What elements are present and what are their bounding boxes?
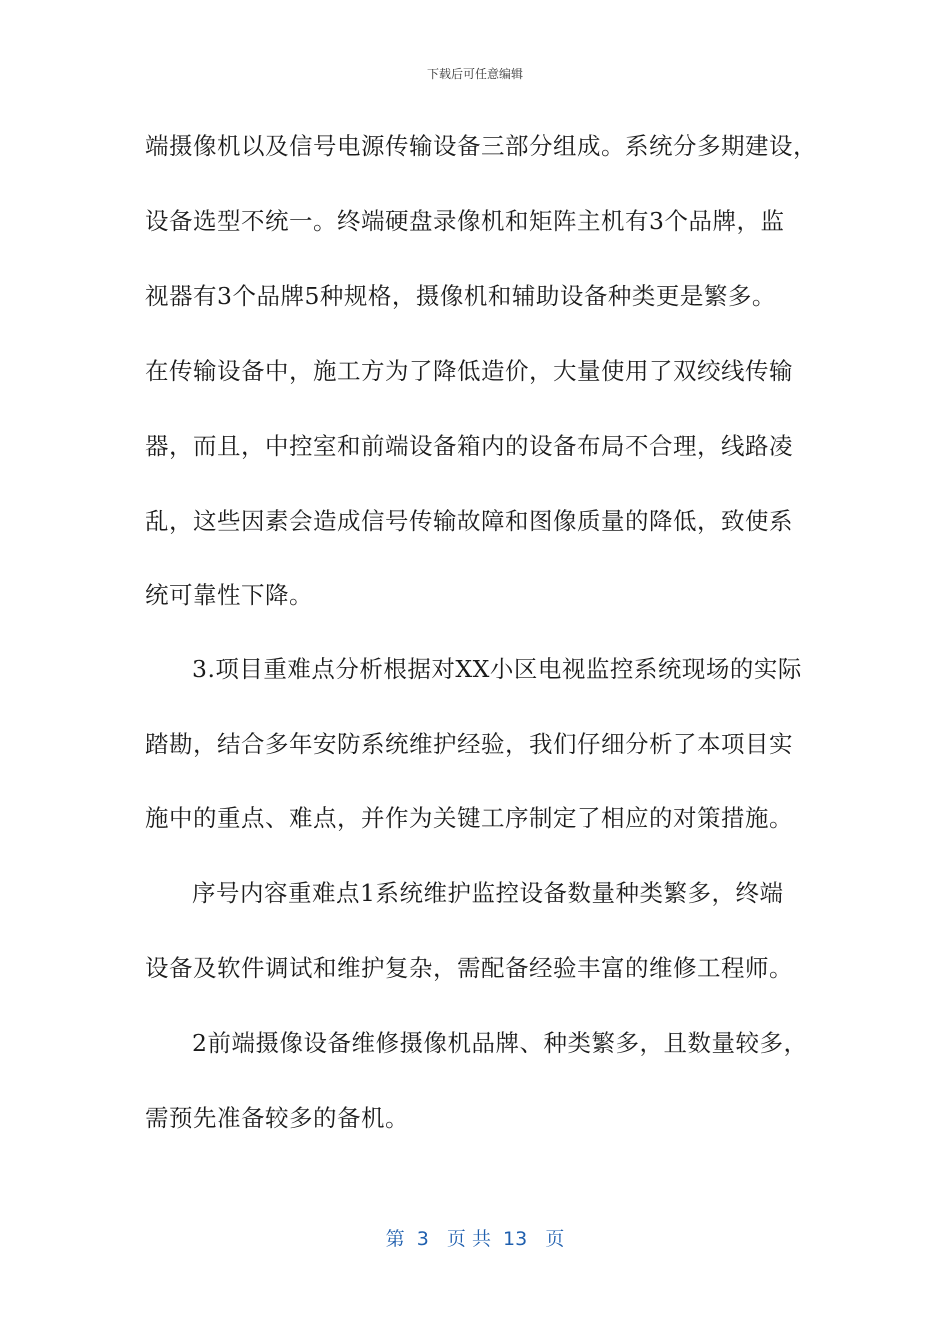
page-number-footer: 第 3 页 共 13 页 [385,1228,565,1250]
text-line: 视器有3个品牌5种规格，摄像机和辅助设备种类更是繁多。 [145,282,776,310]
text-line: 器，而且，中控室和前端设备箱内的设备布局不合理，线路凌 [145,432,793,460]
paragraph-start-line: 序号内容重难点1系统维护监控设备数量种类繁多，终端 [192,879,784,907]
page-header: 下载后可任意编辑 [426,67,523,81]
text-line: 踏勘，结合多年安防系统维护经验，我们仔细分析了本项目实 [145,730,793,758]
paragraph-start-line: 2前端摄像设备维修摄像机品牌、种类繁多，且数量较多， [192,1029,808,1057]
text-line: 需预先准备较多的备机。 [145,1104,409,1132]
text-line: 设备选型不统一。终端硬盘录像机和矩阵主机有3个品牌，监 [145,207,785,235]
paragraph-start-line: 3.项目重难点分析根据对XX小区电视监控系统现场的实际 [192,655,802,683]
text-line: 乱，这些因素会造成信号传输故障和图像质量的降低，致使系 [145,507,793,535]
text-line: 设备及软件调试和维护复杂，需配备经验丰富的维修工程师。 [145,954,793,982]
text-line: 施中的重点、难点，并作为关键工序制定了相应的对策措施。 [145,804,793,832]
text-line: 统可靠性下降。 [145,581,313,609]
text-line: 在传输设备中，施工方为了降低造价，大量使用了双绞线传输 [145,357,793,385]
text-line: 端摄像机以及信号电源传输设备三部分组成。系统分多期建设， [145,132,817,160]
